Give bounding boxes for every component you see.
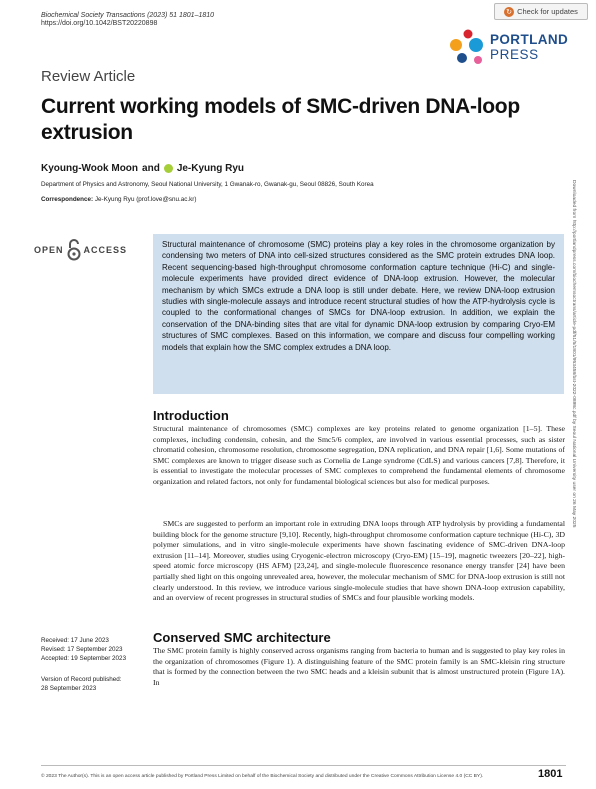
- intro-paragraph-2: SMCs are suggested to perform an important role in extruding DNA loops through ATP hydrolysis by providing a fundamental building block for the genome structure [9,10]. Recently, high-throughput chromosome conformation capture technique (Hi-C), 3D polymer simulations, and in vitro single-molecule experiments have shown fascinating evidence of SMC-driven DNA-loop extrusion [11–14]. Moreover, studies using Cryogenic-electron microscopy (Cryo-EM) [15–19], magnetic tweezers [20–22], high-speed atomic force microscopy (HS AFM) [23,24], and single-molecule fluorescence resonance energy transfer [24] have been partially shed light on this ongoing unrevealed area, however, the molecular mechanism of SMC for DNA-loop extrusion is still not clearly understood. In this review, we introduce various single-molecule studies that have shown DNA-loop extrusion capability, and an overview of recent progresses in structural studies of SMCs and four plausible working models.: [153, 519, 565, 603]
- publisher-name: PORTLAND: [490, 32, 569, 47]
- section-heading-introduction: Introduction: [153, 408, 229, 423]
- download-note-text: Downloaded from http://portlandpress.com/biochemsoctrans/article-pdf/51/5/1801/953458/bst-2022-0898c.pdf by Seoul National University user on 26 May 2025: [571, 180, 576, 528]
- orcid-icon[interactable]: [164, 164, 173, 173]
- author-first[interactable]: Kyoung-Wook Moon: [41, 163, 139, 174]
- correspondence: [41, 196, 196, 203]
- revised-date: Revised: 17 September 2023: [41, 646, 123, 653]
- author-second[interactable]: Je-Kyung Ryu: [176, 163, 245, 174]
- section-heading-conserved: Conserved SMC architecture: [153, 630, 331, 645]
- correspondence-email[interactable]: Je-Kyung Ryu (prof.love@snu.ac.kr): [94, 196, 197, 203]
- author-list: [41, 163, 244, 174]
- vor-date: 28 September 2023: [41, 685, 97, 692]
- open-access-access: ACCESS: [83, 245, 128, 255]
- intro-paragraph-1: Structural maintenance of chromosomes (SMC) complexes are key proteins related to genome organization [1–5]. These complexes, including condensin, cohesin, and the Smc5/6 complex, are involved in various essential processes, such as sister chromatid cohesion, chromosome resolution, chromosome segregation, DNA replication, and DNA repair [1,6]. Some mutations of SMC complexes are known to trigger disease such as Cornelia de Lange syndrome (CdLS) and various cancers [7,8]. Therefore, it is essential to investigate the molecular processes of SMC complexes to comprehend the fundamental elements of chromosome organization and related factors, not only for fundamental biological sciences but also for medical purposes.: [153, 424, 565, 486]
- doi-link[interactable]: https://doi.org/10.1042/BST20220898: [41, 20, 158, 27]
- abstract: Structural maintenance of chromosome (SMC) proteins play a key roles in the chromosome organization by condensing two meters of DNA into cell-sized structures considered as the SMC protein extrudes DNA loop. Recent sequencing-based high-throughput chromosome conformation capture technique (Hi-C) and single-molecule experiments have provided direct evidence of DNA-loop extrusion. However, the molecular mechanism by which SMCs extrude a DNA loop is still under debate. Here, we review DNA-loop extrusion studies with single-molecule assays and introduce recent structural studies of how the ATP-hydrolysis cycle is coupled to the conformational changes of SMCs for DNA-loop extrusion. In addition, we explain the conservation of the DNA-binding sites that are vital for dynamic DNA-loop extrusion by comparing Cryo-EM structures of SMC complexes. Based on this information, we compare and discuss four compelling working models that explain how the SMC complex extrudes a DNA loop.: [153, 234, 564, 394]
- accepted-date: Accepted: 19 September 2023: [41, 655, 127, 662]
- license-footer: © 2023 The Author(s). This is an open access article published by Portland Press Limited on behalf of the Biochemical Society and distributed under the Creative Commons Attribution License 4.0 (CC BY).: [41, 774, 484, 779]
- refresh-icon: ↻: [504, 7, 514, 17]
- affiliation: Department of Physics and Astronomy, Seoul National University, 1 Gwanak-ro, Gwanak-gu, Seoul 08826, South Korea: [41, 181, 374, 188]
- correspondence-label: Correspondence:: [41, 196, 94, 203]
- article-dates: [41, 636, 126, 663]
- portland-logo-icon: [448, 28, 488, 68]
- download-note: [566, 180, 576, 700]
- publisher-name-line2: PRESS: [490, 47, 539, 62]
- open-lock-icon: [67, 239, 81, 261]
- footer-divider: [41, 765, 566, 766]
- vor-label: Version of Record published:: [41, 676, 122, 683]
- open-access-open: OPEN: [34, 245, 64, 255]
- page-number: 1801: [538, 768, 563, 780]
- check-updates-button[interactable]: [494, 3, 588, 20]
- received-date: Received: 17 June 2023: [41, 637, 109, 644]
- open-access-badge: [34, 235, 144, 265]
- journal-citation: Biochemical Society Transactions (2023) 51 1801–1810: [41, 12, 215, 19]
- article-title: Current working models of SMC-driven DNA-loop extrusion: [41, 95, 520, 144]
- version-of-record: [41, 675, 122, 693]
- conserved-paragraph-1: The SMC protein family is highly conserved across organisms ranging from bacteria to human and is suggested to play key roles in the organization of chromosomes (Figure 1). A distinguishing feature of the SMC protein family is an SMC-kleisin ring structure that is formed by the connection between the two SMC heads and a kleisin subunit that is almost unstructured protein (Figure 1A). In: [153, 646, 565, 687]
- article-type: Review Article: [41, 68, 136, 85]
- author-and: and: [142, 163, 160, 174]
- check-updates-label: Check for updates: [517, 7, 578, 16]
